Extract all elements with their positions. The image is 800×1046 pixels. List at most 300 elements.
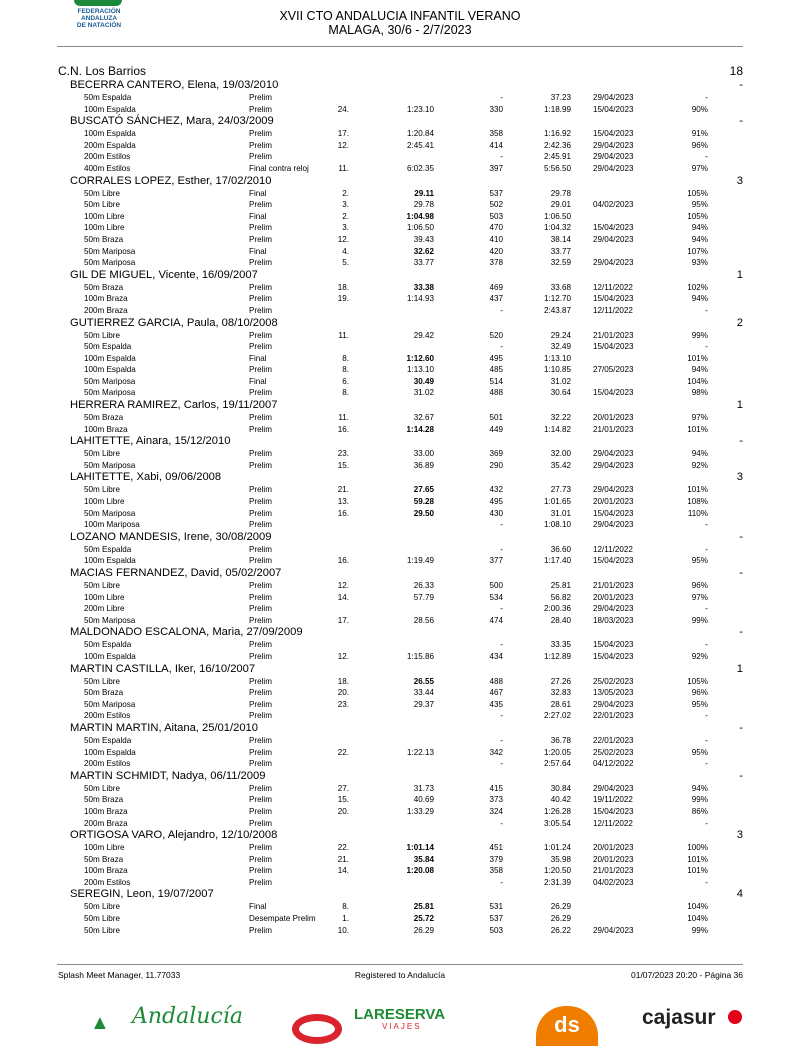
event-name: 50m Libre <box>84 783 120 793</box>
place: 2. <box>342 211 349 221</box>
percentage: 100% <box>687 843 708 853</box>
logo-line-2: ANDALUZA <box>80 15 118 22</box>
percentage: 92% <box>691 651 708 661</box>
event-name: 200m Braza <box>84 305 128 315</box>
athlete-name: HERRERA RAMIREZ, Carlos, 19/11/2007 <box>70 399 278 412</box>
entry-date: 12/11/2022 <box>593 305 633 315</box>
swim-time: 1:20.84 <box>406 129 434 139</box>
round-name: Prelim <box>249 925 272 935</box>
percentage: - <box>705 818 708 828</box>
event-name: 50m Libre <box>84 925 120 935</box>
percentage: - <box>705 305 708 315</box>
result-row <box>0 364 800 376</box>
entry-date: 21/01/2023 <box>593 424 634 434</box>
percentage: 94% <box>691 294 708 304</box>
event-name: 200m Estilos <box>84 877 131 887</box>
percentage: 99% <box>691 925 708 935</box>
athlete-name: BUSCATÓ SÁNCHEZ, Mara, 24/03/2009 <box>70 115 274 128</box>
entry-date: 15/04/2023 <box>593 651 634 661</box>
points: 537 <box>489 188 503 198</box>
points: - <box>500 544 503 554</box>
round-name: Prelim <box>249 604 272 614</box>
entry-time: 31.01 <box>550 508 571 518</box>
swim-time: 29.11 <box>414 188 434 198</box>
round-name: Prelim <box>249 783 272 793</box>
athlete-count: 4 <box>736 888 743 901</box>
event-name: 100m Braza <box>84 806 128 816</box>
result-row <box>0 448 800 460</box>
entry-date: 04/02/2023 <box>593 200 634 210</box>
swim-time: 29.37 <box>413 699 434 709</box>
entry-time: 1:04.32 <box>543 223 571 233</box>
entry-date: 29/04/2023 <box>593 152 634 162</box>
result-row <box>0 128 800 140</box>
entry-time: 26.29 <box>550 914 571 924</box>
result-row <box>0 639 800 651</box>
entry-time: 29.01 <box>550 200 571 210</box>
round-name: Prelim <box>249 129 272 139</box>
result-row <box>0 104 800 116</box>
event-name: 50m Braza <box>84 854 124 864</box>
event-name: 100m Braza <box>84 294 128 304</box>
entry-date: 13/05/2023 <box>593 688 634 698</box>
athlete-header <box>0 626 800 639</box>
athlete-header <box>0 79 800 92</box>
athlete-name: SEREGIN, Leon, 19/07/2007 <box>70 888 214 901</box>
swim-time: 31.73 <box>413 783 434 793</box>
round-name: Prelim <box>249 330 272 340</box>
result-row <box>0 519 800 531</box>
event-name: 50m Espalda <box>84 544 132 554</box>
entry-time: 3:05.54 <box>543 818 571 828</box>
place: 3. <box>342 200 349 210</box>
athlete-name: CORRALES LOPEZ, Esther, 17/02/2010 <box>70 174 272 187</box>
percentage: 101% <box>687 485 708 495</box>
entry-date: 25/02/2023 <box>593 676 634 686</box>
event-name: 50m Mariposa <box>84 246 136 256</box>
result-row <box>0 818 800 830</box>
result-row <box>0 603 800 615</box>
result-row <box>0 424 800 436</box>
result-row <box>0 747 800 759</box>
entry-date: 21/01/2023 <box>593 866 634 876</box>
footer-divider <box>57 964 743 965</box>
points: 537 <box>489 914 503 924</box>
points: - <box>500 604 503 614</box>
swim-time: 33.00 <box>413 449 434 459</box>
swim-time: 1:06.50 <box>406 223 434 233</box>
club-name: C.N. Los Barrios <box>58 64 147 78</box>
swim-time: 31.02 <box>413 388 434 398</box>
event-name: 50m Libre <box>84 188 120 198</box>
athlete-count: - <box>739 435 743 448</box>
swim-time: 26.55 <box>413 676 434 686</box>
entry-time: 1:12.89 <box>543 651 571 661</box>
place: 12. <box>337 234 349 244</box>
athlete-name: BECERRA CANTERO, Elena, 19/03/2010 <box>70 79 279 91</box>
round-name: Prelim <box>249 508 272 518</box>
points: - <box>500 759 503 769</box>
points: 369 <box>489 449 503 459</box>
athlete-header <box>0 888 800 901</box>
percentage: 105% <box>687 188 708 198</box>
entry-date: 04/02/2023 <box>593 877 634 887</box>
event-name: 200m Estilos <box>84 759 131 769</box>
points: 420 <box>489 246 503 256</box>
swim-time: 1:15.86 <box>406 651 434 661</box>
percentage: 96% <box>691 688 708 698</box>
round-name: Final <box>249 353 267 363</box>
entry-time: 1:14.82 <box>543 424 571 434</box>
round-name: Prelim <box>249 735 272 745</box>
points: 437 <box>489 294 503 304</box>
reserva-swirl-icon <box>292 1014 342 1044</box>
place: 22. <box>337 747 349 757</box>
entry-date: 22/01/2023 <box>593 711 634 721</box>
points: 290 <box>489 460 503 470</box>
round-name: Prelim <box>249 759 272 769</box>
entry-date: 15/04/2023 <box>593 508 634 518</box>
percentage: 97% <box>691 413 708 423</box>
round-name: Prelim <box>249 388 272 398</box>
entry-date: 29/04/2023 <box>593 783 634 793</box>
result-row <box>0 877 800 889</box>
event-name: 50m Mariposa <box>84 460 136 470</box>
result-row <box>0 412 800 424</box>
event-name: 50m Mariposa <box>84 376 136 386</box>
round-name: Final <box>249 376 267 386</box>
percentage: 104% <box>687 376 708 386</box>
entry-date: 20/01/2023 <box>593 854 634 864</box>
event-name: 100m Libre <box>84 843 125 853</box>
swim-time: 39.43 <box>413 234 434 244</box>
athlete-name: LAHITETTE, Ainara, 15/12/2010 <box>70 435 231 448</box>
event-name: 50m Braza <box>84 282 124 292</box>
event-name: 50m Braza <box>84 234 124 244</box>
result-row <box>0 913 800 925</box>
place: 1. <box>342 914 349 924</box>
entry-date: 29/04/2023 <box>593 163 634 173</box>
round-name: Prelim <box>249 676 272 686</box>
points: 467 <box>489 688 503 698</box>
result-row <box>0 508 800 520</box>
entry-time: 38.14 <box>550 234 571 244</box>
round-name: Prelim <box>249 365 272 375</box>
entry-time: 30.64 <box>550 388 571 398</box>
entry-date: 15/04/2023 <box>593 388 634 398</box>
round-name: Prelim <box>249 424 272 434</box>
athlete-header <box>0 115 800 128</box>
percentage: 92% <box>691 460 708 470</box>
footer-software: Splash Meet Manager, 11.77033 <box>58 970 181 980</box>
entry-time: 32.22 <box>550 413 571 423</box>
round-name: Prelim <box>249 460 272 470</box>
swim-time: 1:01.14 <box>406 843 434 853</box>
swim-time: 35.84 <box>413 854 434 864</box>
event-name: 50m Libre <box>84 676 120 686</box>
percentage: 102% <box>687 282 708 292</box>
place: 18. <box>337 676 349 686</box>
entry-date: 15/04/2023 <box>593 556 634 566</box>
event-name: 50m Espalda <box>84 342 132 352</box>
result-row <box>0 330 800 342</box>
round-name: Prelim <box>249 413 272 423</box>
result-row <box>0 925 800 937</box>
percentage: 91% <box>691 129 708 139</box>
result-row <box>0 901 800 913</box>
round-name: Prelim <box>249 520 272 530</box>
percentage: 99% <box>691 795 708 805</box>
swim-time: 33.44 <box>413 688 434 698</box>
entry-time: 32.83 <box>550 688 571 698</box>
result-row <box>0 234 800 246</box>
entry-date: 25/02/2023 <box>593 747 634 757</box>
place: 23. <box>337 449 349 459</box>
sponsor-bar <box>0 1004 800 1037</box>
place: 17. <box>337 615 349 625</box>
round-name: Prelim <box>249 877 272 887</box>
event-name: 100m Espalda <box>84 104 136 114</box>
event-name: 50m Libre <box>84 200 120 210</box>
result-row <box>0 496 800 508</box>
athlete-name: MARTIN SCHMIDT, Nadya, 06/11/2009 <box>70 769 266 782</box>
event-name: 50m Libre <box>84 581 120 590</box>
points: - <box>500 152 503 162</box>
athlete-count: 3 <box>736 829 743 842</box>
result-row <box>0 92 800 104</box>
event-name: 100m Braza <box>84 866 128 876</box>
points: - <box>500 735 503 745</box>
entry-time: 36.60 <box>550 544 571 554</box>
place: 4. <box>342 246 349 256</box>
swim-time: 26.29 <box>413 925 434 935</box>
round-name: Prelim <box>249 485 272 495</box>
event-name: 50m Mariposa <box>84 388 136 398</box>
place: 3. <box>342 223 349 233</box>
result-row <box>0 188 800 200</box>
percentage: 94% <box>691 365 708 375</box>
percentage: 99% <box>691 615 708 625</box>
points: 488 <box>489 676 503 686</box>
entry-date: 12/11/2022 <box>593 544 633 554</box>
entry-time: 37.23 <box>550 93 571 102</box>
points: 470 <box>489 223 503 233</box>
event-name: 100m Mariposa <box>84 520 140 530</box>
result-row <box>0 293 800 305</box>
entry-date: 29/04/2023 <box>593 258 634 268</box>
result-row <box>0 842 800 854</box>
round-name: Prelim <box>249 699 272 709</box>
swim-time: 6:02.35 <box>406 163 434 173</box>
meet-header <box>0 9 800 37</box>
round-name: Prelim <box>249 795 272 805</box>
athlete-name: GIL DE MIGUEL, Vicente, 16/09/2007 <box>70 268 258 281</box>
result-row <box>0 651 800 663</box>
entry-time: 1:18.99 <box>543 104 571 114</box>
round-name: Prelim <box>249 818 272 828</box>
round-name: Prelim <box>249 544 272 554</box>
place: 17. <box>337 129 349 139</box>
points: 502 <box>489 200 503 210</box>
round-name: Prelim <box>249 234 272 244</box>
entry-date: 29/04/2023 <box>593 140 634 150</box>
swim-time: 1:23.10 <box>406 104 434 114</box>
result-row <box>0 699 800 711</box>
entry-time: 28.61 <box>550 699 571 709</box>
percentage: 93% <box>691 258 708 268</box>
result-row <box>0 615 800 627</box>
entry-time: 1:06.50 <box>543 211 571 221</box>
result-row <box>0 257 800 269</box>
result-row <box>0 544 800 556</box>
athlete-count: - <box>739 567 743 579</box>
athlete-count: 3 <box>736 471 743 484</box>
event-name: 50m Mariposa <box>84 615 136 625</box>
round-name: Prelim <box>249 615 272 625</box>
points: 449 <box>489 424 503 434</box>
entry-date: 15/04/2023 <box>593 640 634 650</box>
result-row <box>0 163 800 175</box>
points: 410 <box>489 234 503 244</box>
entry-time: 56.82 <box>550 592 571 602</box>
points: 488 <box>489 388 503 398</box>
entry-time: 2:42.36 <box>543 140 571 150</box>
entry-time: 40.42 <box>550 795 571 805</box>
event-name: 200m Estilos <box>84 152 131 162</box>
percentage: 94% <box>691 783 708 793</box>
athlete-header <box>0 175 800 188</box>
athlete-header <box>0 399 800 412</box>
athlete-name: MACIAS FERNANDEZ, David, 05/02/2007 <box>70 567 282 579</box>
entry-time: 1:17.40 <box>543 556 571 566</box>
result-row <box>0 592 800 604</box>
points: 330 <box>489 104 503 114</box>
swim-time: 29.42 <box>413 330 434 340</box>
entry-date: 29/04/2023 <box>593 234 634 244</box>
event-name: 100m Braza <box>84 424 128 434</box>
athlete-header <box>0 317 800 330</box>
swim-time: 32.62 <box>413 246 434 256</box>
percentage: - <box>705 877 708 887</box>
sponsor-andalucia: Andalucía <box>132 1004 243 1029</box>
round-name: Prelim <box>249 866 272 876</box>
event-name: 100m Espalda <box>84 353 136 363</box>
place: 5. <box>342 258 349 268</box>
result-row <box>0 341 800 353</box>
percentage: 96% <box>691 140 708 150</box>
percentage: 107% <box>687 246 708 256</box>
swim-time: 25.81 <box>413 902 434 912</box>
round-name: Prelim <box>249 140 272 150</box>
points: 520 <box>489 330 503 340</box>
cajasur-dot-icon <box>728 1010 742 1024</box>
entry-date: 29/04/2023 <box>593 93 634 102</box>
percentage: 108% <box>687 497 708 507</box>
percentage: 105% <box>687 211 708 221</box>
result-row <box>0 758 800 770</box>
points: - <box>500 93 503 102</box>
swim-time: 57.79 <box>413 592 434 602</box>
percentage: 90% <box>691 104 708 114</box>
entry-time: 1:10.85 <box>543 365 571 375</box>
andalucia-a-icon: ▲ <box>90 1012 110 1034</box>
swim-time: 1:22.13 <box>406 747 434 757</box>
event-name: 100m Libre <box>84 497 125 507</box>
entry-date: 15/04/2023 <box>593 294 634 304</box>
entry-date: 29/04/2023 <box>593 699 634 709</box>
entry-time: 27.26 <box>550 676 571 686</box>
percentage: 86% <box>691 806 708 816</box>
percentage: 95% <box>691 699 708 709</box>
athlete-count: 2 <box>736 316 743 329</box>
swim-time: 33.38 <box>413 282 434 292</box>
round-name: Prelim <box>249 497 272 507</box>
points: 342 <box>489 747 503 757</box>
event-name: 100m Espalda <box>84 651 136 661</box>
percentage: - <box>705 735 708 745</box>
points: 503 <box>489 211 503 221</box>
entry-time: 33.77 <box>550 246 571 256</box>
athlete-count: 1 <box>736 662 743 675</box>
athlete-header <box>0 269 800 282</box>
points: 500 <box>489 581 503 590</box>
event-name: 100m Libre <box>84 211 125 221</box>
points: 435 <box>489 699 503 709</box>
place: 8. <box>342 353 349 363</box>
athlete-name: MALDONADO ESCALONA, Maria, 27/09/2009 <box>70 626 303 639</box>
swim-time: 29.50 <box>413 508 434 518</box>
event-name: 100m Libre <box>84 223 125 233</box>
result-row <box>0 151 800 163</box>
place: 10. <box>337 925 349 935</box>
place: 8. <box>342 365 349 375</box>
place: 8. <box>342 902 349 912</box>
place: 11. <box>338 413 349 423</box>
place: 12. <box>337 581 349 590</box>
result-row <box>0 140 800 152</box>
athlete-name: LAHITETTE, Xabi, 09/06/2008 <box>70 471 222 484</box>
percentage: 104% <box>687 902 708 912</box>
points: 414 <box>489 140 503 150</box>
sponsor-ds: ds <box>536 1006 598 1046</box>
points: 358 <box>489 866 503 876</box>
logo-wave-icon <box>74 0 122 6</box>
entry-time: 26.29 <box>550 902 571 912</box>
event-name: 50m Libre <box>84 902 120 912</box>
result-row <box>0 676 800 688</box>
entry-time: 1:20.50 <box>543 866 571 876</box>
result-row <box>0 199 800 211</box>
athlete-count: - <box>739 79 743 91</box>
points: 432 <box>489 485 503 495</box>
points: 430 <box>489 508 503 518</box>
round-name: Prelim <box>249 223 272 233</box>
result-row <box>0 580 800 592</box>
entry-date: 12/11/2022 <box>593 282 633 292</box>
entry-date: 29/04/2023 <box>593 460 634 470</box>
entry-time: 29.24 <box>550 330 571 340</box>
athlete-name: LOZANO MANDESIS, Irene, 30/08/2009 <box>70 530 272 543</box>
entry-time: 31.02 <box>550 376 571 386</box>
round-name: Final <box>249 902 267 912</box>
points: 501 <box>489 413 503 423</box>
result-row <box>0 282 800 294</box>
percentage: 99% <box>691 330 708 340</box>
entry-date: 15/04/2023 <box>593 104 634 114</box>
results-list <box>0 79 800 936</box>
points: 451 <box>489 843 503 853</box>
place: 11. <box>338 163 349 173</box>
